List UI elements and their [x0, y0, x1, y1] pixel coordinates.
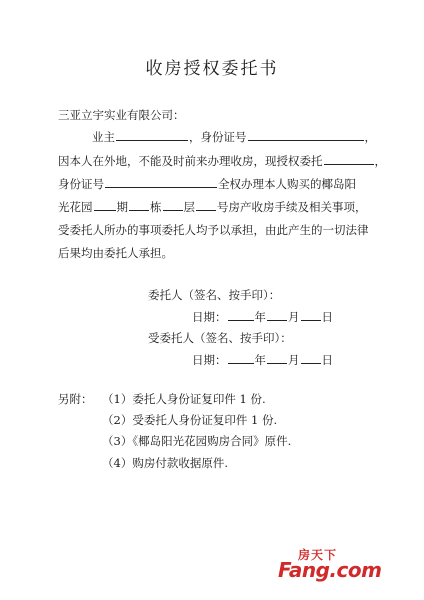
owner-line: [92, 129, 376, 144]
delegate-line: [58, 153, 386, 168]
year-blank: [228, 352, 254, 364]
day-label: 日: [321, 310, 333, 324]
building-blank: [129, 199, 149, 211]
liability-line-2: 后果均由委托人承担。: [58, 246, 173, 260]
principal-date-line: [192, 309, 333, 324]
day-blank: [301, 352, 321, 364]
agent-date-line: [192, 352, 333, 367]
building-label: 栋: [150, 200, 162, 214]
property-estate-label: 光花园: [58, 200, 93, 214]
fang-watermark-logo: [278, 546, 410, 584]
date-label: 日期：: [192, 310, 227, 324]
delegate-id-blank: [105, 176, 217, 188]
owner-id-label: ，身份证号: [189, 130, 247, 144]
month-blank: [267, 352, 287, 364]
owner-name-blank: [116, 129, 188, 141]
attachment-item: （1）委托人身份证复印件 1 份.: [102, 392, 266, 406]
floor-label: 层: [183, 200, 195, 214]
unit-label: 号房产收房手续及相关事项，: [217, 200, 367, 214]
month-blank: [267, 309, 287, 321]
delegate-name-blank: [324, 153, 374, 165]
delegate-text: 因本人在外地，不能及时前来办理收房，现授权委托: [58, 154, 323, 168]
owner-line-end: ，: [364, 130, 376, 144]
attachments-label: 另附：: [58, 392, 93, 406]
document-title: 收房授权委托书: [145, 59, 279, 79]
delegate-line-end: ，: [374, 154, 386, 168]
phase-blank: [94, 199, 116, 211]
floor-blank: [163, 199, 183, 211]
delegate-id-line: [58, 176, 356, 191]
agent-signature-label: 受委托人（签名、按手印）：: [148, 331, 292, 345]
day-blank: [301, 309, 321, 321]
date-label: 日期：: [192, 353, 227, 367]
watermark-en: Fang.com: [278, 558, 382, 582]
attachment-item: （3）《椰岛阳光花园购房合同》原件.: [102, 434, 292, 448]
unit-blank: [196, 199, 216, 211]
principal-signature-label: 委托人（签名、按手印）：: [148, 288, 281, 302]
year-label: 年: [254, 310, 266, 324]
watermark-cn: 房天下: [298, 548, 338, 562]
owner-label: 业主: [92, 130, 115, 144]
owner-id-blank: [248, 129, 364, 141]
day-label: 日: [321, 353, 333, 367]
year-label: 年: [254, 353, 266, 367]
property-line: [58, 199, 367, 214]
liability-line: 受委托人所办的事项委托人均予以承担，由此产生的一切法律: [58, 223, 369, 237]
attachment-item: （4）购房付款收据原件.: [102, 456, 228, 470]
delegate-id-label: 身份证号: [58, 177, 104, 191]
month-label: 月: [288, 353, 300, 367]
delegate-scope-text: 全权办理本人购买的椰岛阳: [218, 177, 356, 191]
phase-label: 期: [116, 200, 128, 214]
month-label: 月: [288, 310, 300, 324]
attachment-item: （2）受委托人身份证复印件 1 份.: [102, 413, 278, 427]
year-blank: [228, 309, 254, 321]
addressee: 三亚立宇实业有限公司：: [58, 108, 185, 122]
